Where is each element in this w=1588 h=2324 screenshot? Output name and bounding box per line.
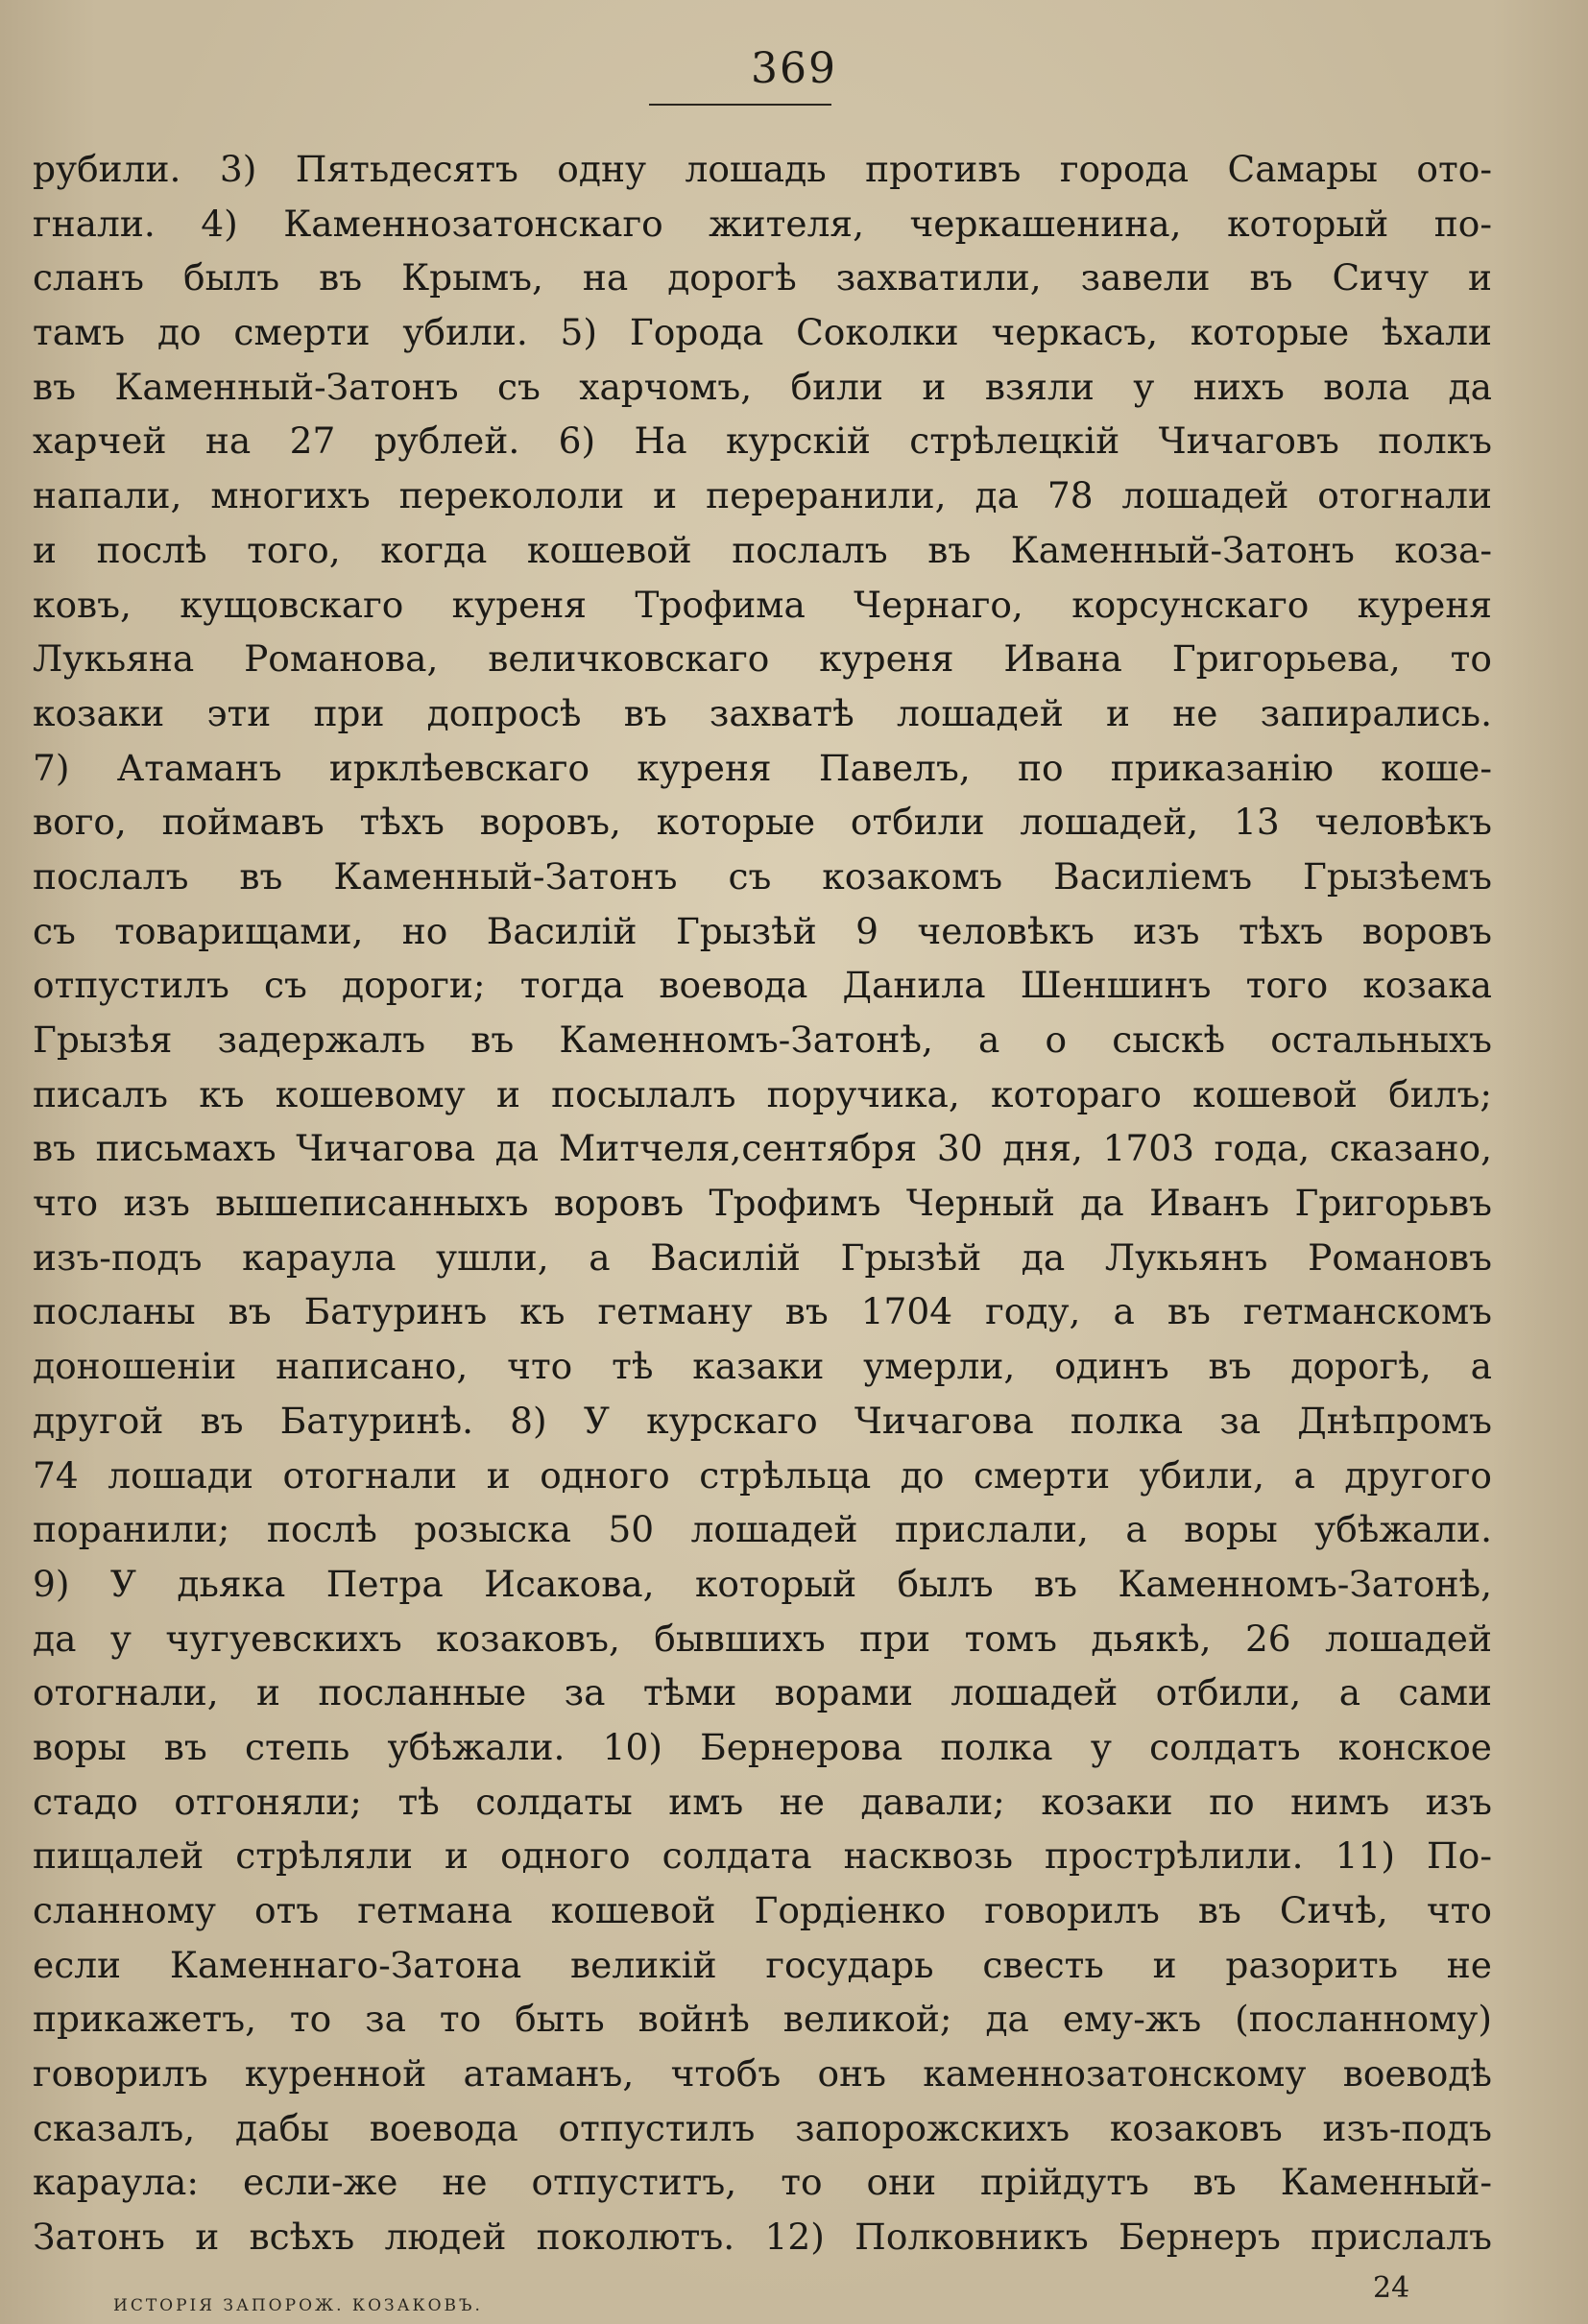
text-line: напали, многихъ перекололи и переранили, да 78 лошадей отогнали: [33, 474, 1492, 517]
text-line: сланъ былъ въ Крымъ, на дорогѣ захватили, завели въ Сичу и: [33, 256, 1492, 299]
text-line: вого, поймавъ тѣхъ воровъ, которые отбили лошадей, 13 человѣкъ: [33, 801, 1492, 844]
text-line: прикажетъ, то за то быть войнѣ великой; да ему-жъ (посланному): [33, 1998, 1492, 2041]
text-line: доношеніи написано, что тѣ казаки умерли, одинъ въ дорогѣ, а: [33, 1345, 1492, 1388]
text-line: если Каменнаго-Затона великій государь свесть и разорить не: [33, 1943, 1492, 1986]
text-line: что изъ вышеписанныхъ воровъ Трофимъ Черный да Иванъ Григорьвъ: [33, 1182, 1492, 1225]
text-line: въ письмахъ Чичагова да Митчеля,сентября 30 дня, 1703 года, сказано,: [33, 1127, 1492, 1170]
text-line: посланы въ Батуринъ къ гетману въ 1704 году, а въ гетманскомъ: [33, 1290, 1492, 1333]
text-line: ковъ, кущовскаго куреня Трофима Чернаго, корсунскаго куреня: [33, 583, 1492, 626]
text-line: харчей на 27 рублей. 6) На курскій стрѣлецкій Чичаговъ полкъ: [33, 419, 1492, 463]
text-line: и послѣ того, когда кошевой послалъ въ Каменный-Затонъ коза-: [33, 528, 1492, 571]
text-line: гнали. 4) Каменнозатонскаго жителя, черкашенина, который по-: [33, 202, 1492, 245]
text-line: стадо отгоняли; тѣ солдаты имъ не давали; козаки по нимъ изъ: [33, 1780, 1492, 1823]
text-line: сказалъ, дабы воевода отпустилъ запорожскихъ козаковъ изъ-подъ: [33, 2106, 1492, 2149]
text-line: писалъ къ кошевому и посылалъ поручика, котораго кошевой билъ;: [33, 1072, 1492, 1115]
text-line: говорилъ куренной атаманъ, чтобъ онъ каменнозатонскому воеводѣ: [33, 2052, 1492, 2096]
text-line: караула: если-же не отпуститъ, то они прійдутъ въ Каменный-: [33, 2161, 1492, 2204]
text-line: да у чугуевскихъ козаковъ, бывшихъ при томъ дьякѣ, 26 лошадей: [33, 1617, 1492, 1660]
footer-book-title: ИСТОРІЯ ЗАПОРОЖ. КОЗАКОВЪ.: [113, 2296, 483, 2315]
text-line: сланному отъ гетмана кошевой Гордіенко говорилъ въ Сичѣ, что: [33, 1889, 1492, 1931]
text-line: Лукьяна Романова, величковскаго куреня Ивана Григорьева, то: [33, 637, 1492, 681]
text-line: 9) У дьяка Петра Исакова, который былъ въ Каменномъ-Затонѣ,: [33, 1562, 1492, 1605]
text-line: тамъ до смерти убили. 5) Города Соколки черкасъ, которые ѣхали: [33, 311, 1492, 354]
text-line: изъ-подъ караула ушли, а Василій Грызѣй да Лукьянъ Романовъ: [33, 1235, 1492, 1279]
body-text: [33, 142, 1492, 2264]
text-line: отогнали, и посланные за тѣми ворами лошадей отбили, а сами: [33, 1671, 1492, 1714]
text-line: другой въ Батуринѣ. 8) У курскаго Чичагова полка за Днѣпромъ: [33, 1399, 1492, 1442]
text-line: послалъ въ Каменный-Затонъ съ козакомъ Василіемъ Грызѣемъ: [33, 854, 1492, 898]
text-line: поранили; послѣ розыска 50 лошадей прислали, а воры убѣжали.: [33, 1508, 1492, 1551]
text-line: козаки эти при допросѣ въ захватѣ лошадей и не запирались.: [33, 691, 1492, 734]
text-line: 7) Атаманъ ирклѣевскаго куреня Павелъ, по приказанію коше-: [33, 746, 1492, 789]
text-line: Затонъ и всѣхъ людей поколютъ. 12) Полковникъ Бернеръ прислалъ: [33, 2216, 1492, 2259]
header-rule: [649, 104, 831, 106]
page-number: 369: [751, 44, 837, 93]
text-line: отпустилъ съ дороги; тогда воевода Данила Шеншинъ того козака: [33, 964, 1492, 1007]
text-line: 74 лошади отогнали и одного стрѣльца до смерти убили, а другого: [33, 1453, 1492, 1497]
text-line: съ товарищами, но Василій Грызѣй 9 человѣкъ изъ тѣхъ воровъ: [33, 909, 1492, 952]
text-line: пищалей стрѣляли и одного солдата насквозь прострѣлили. 11) По-: [33, 1834, 1492, 1878]
signature-mark: 24: [1373, 2271, 1410, 2305]
text-line: Грызѣя задержалъ въ Каменномъ-Затонѣ, а о сыскѣ остальныхъ: [33, 1018, 1492, 1061]
text-line: рубили. 3) Пятьдесятъ одну лошадь противъ города Самары ото-: [33, 148, 1492, 190]
text-line: въ Каменный-Затонъ съ харчомъ, били и взяли у нихъ вола да: [33, 365, 1492, 408]
text-line: воры въ степь убѣжали. 10) Бернерова полка у солдатъ конское: [33, 1725, 1492, 1768]
